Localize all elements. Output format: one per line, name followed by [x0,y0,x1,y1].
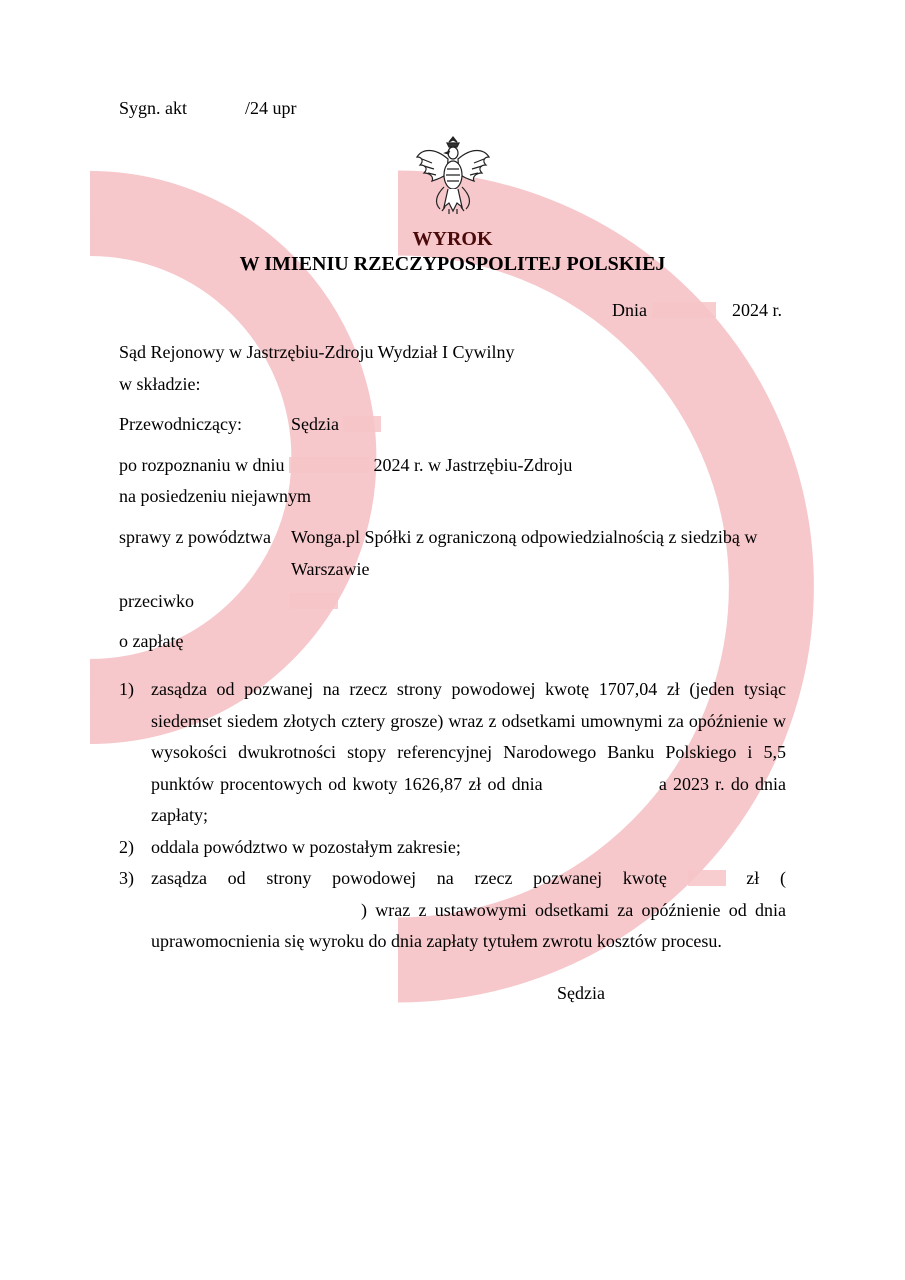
judgment-date [612,299,782,321]
judge-signature: Sędzia [557,983,605,1003]
subject-label: o zapłatę [119,631,184,651]
against-label: przeciwko [119,591,194,611]
ruling-2-text: oddala powództwo w pozostałym zakresie; [151,836,461,857]
hearing-suffix: 2024 r. w Jastrzębiu-Zdroju [373,455,573,475]
redacted-date [652,302,716,318]
chair-title: Sędzia [291,414,339,434]
ruling-number: 2) [119,836,134,857]
ruling-1-text-b: a 2023 r. do dnia zapłaty; [151,773,786,825]
ruling-3-text-b: zł ( [746,868,786,888]
court-composition: w składzie: [119,374,201,394]
redacted-judge-name [343,416,381,432]
rulings-list [119,674,786,958]
ruling-1-text-a: zasądza od pozwanej na rzecz strony powodowej kwotę 1707,04 zł (jeden tysiąc siedemset siedem złotych cztery grosze) wraz z odsetkami umownymi za opóźnienie w wysokości dwukrotności stopy referencyjnej Narodowego Banku Polskiego i 5,5 punktów procentowych od kwoty 1626,87 zł od dnia [151,679,786,794]
hearing-session: na posiedzeniu niejawnym [119,486,311,506]
court-name: Sąd Rejonowy w Jastrzębiu-Zdroju Wydział I Cywilny [119,342,515,362]
hearing-line [119,454,572,476]
chair-label: Przewodniczący: [119,414,242,434]
hearing-prefix: po rozpoznaniu w dniu [119,455,285,475]
case-signature-suffix: /24 upr [245,98,297,118]
ruling-text [151,674,786,832]
polish-eagle-icon [414,133,492,219]
ruling-text [151,832,786,864]
document-title: WYROK [412,228,493,250]
date-prefix: Dnia [612,300,647,320]
redacted-defendant [290,590,338,612]
date-suffix: 2024 r. [732,300,783,320]
claim-label: sprawy z powództwa [119,527,271,547]
claimant-line2: Warszawie [291,559,370,579]
ruling-item-2 [119,832,786,864]
ruling-3-text-c: ) wraz z ustawowymi odsetkami za opóźnienie od dnia uprawomocnienia się wyroku do dnia zapłaty tytułem zwrotu kosztów procesu. [151,899,786,951]
ruling-item-1 [119,674,786,832]
document-subtitle: W IMIENIU RZECZYPOSPOLITEJ POLSKIEJ [239,253,666,275]
claimant-line1: Wonga.pl Spółki z ograniczoną odpowiedzialnością z siedzibą w [291,527,758,547]
case-signature [119,97,297,119]
chair-value [291,413,381,435]
redacted-costs-amount [688,870,726,886]
ruling-text [151,863,786,958]
ruling-3-text-a: zasądza od strony powodowej na rzecz pozwanej kwotę [151,868,667,888]
redacted-defendant-block [290,593,338,609]
redacted-hearing-date [289,457,369,473]
ruling-item-3 [119,863,786,958]
case-signature-label: Sygn. akt [119,98,188,118]
ruling-number: 1) [119,679,134,699]
ruling-number: 3) [119,868,134,888]
